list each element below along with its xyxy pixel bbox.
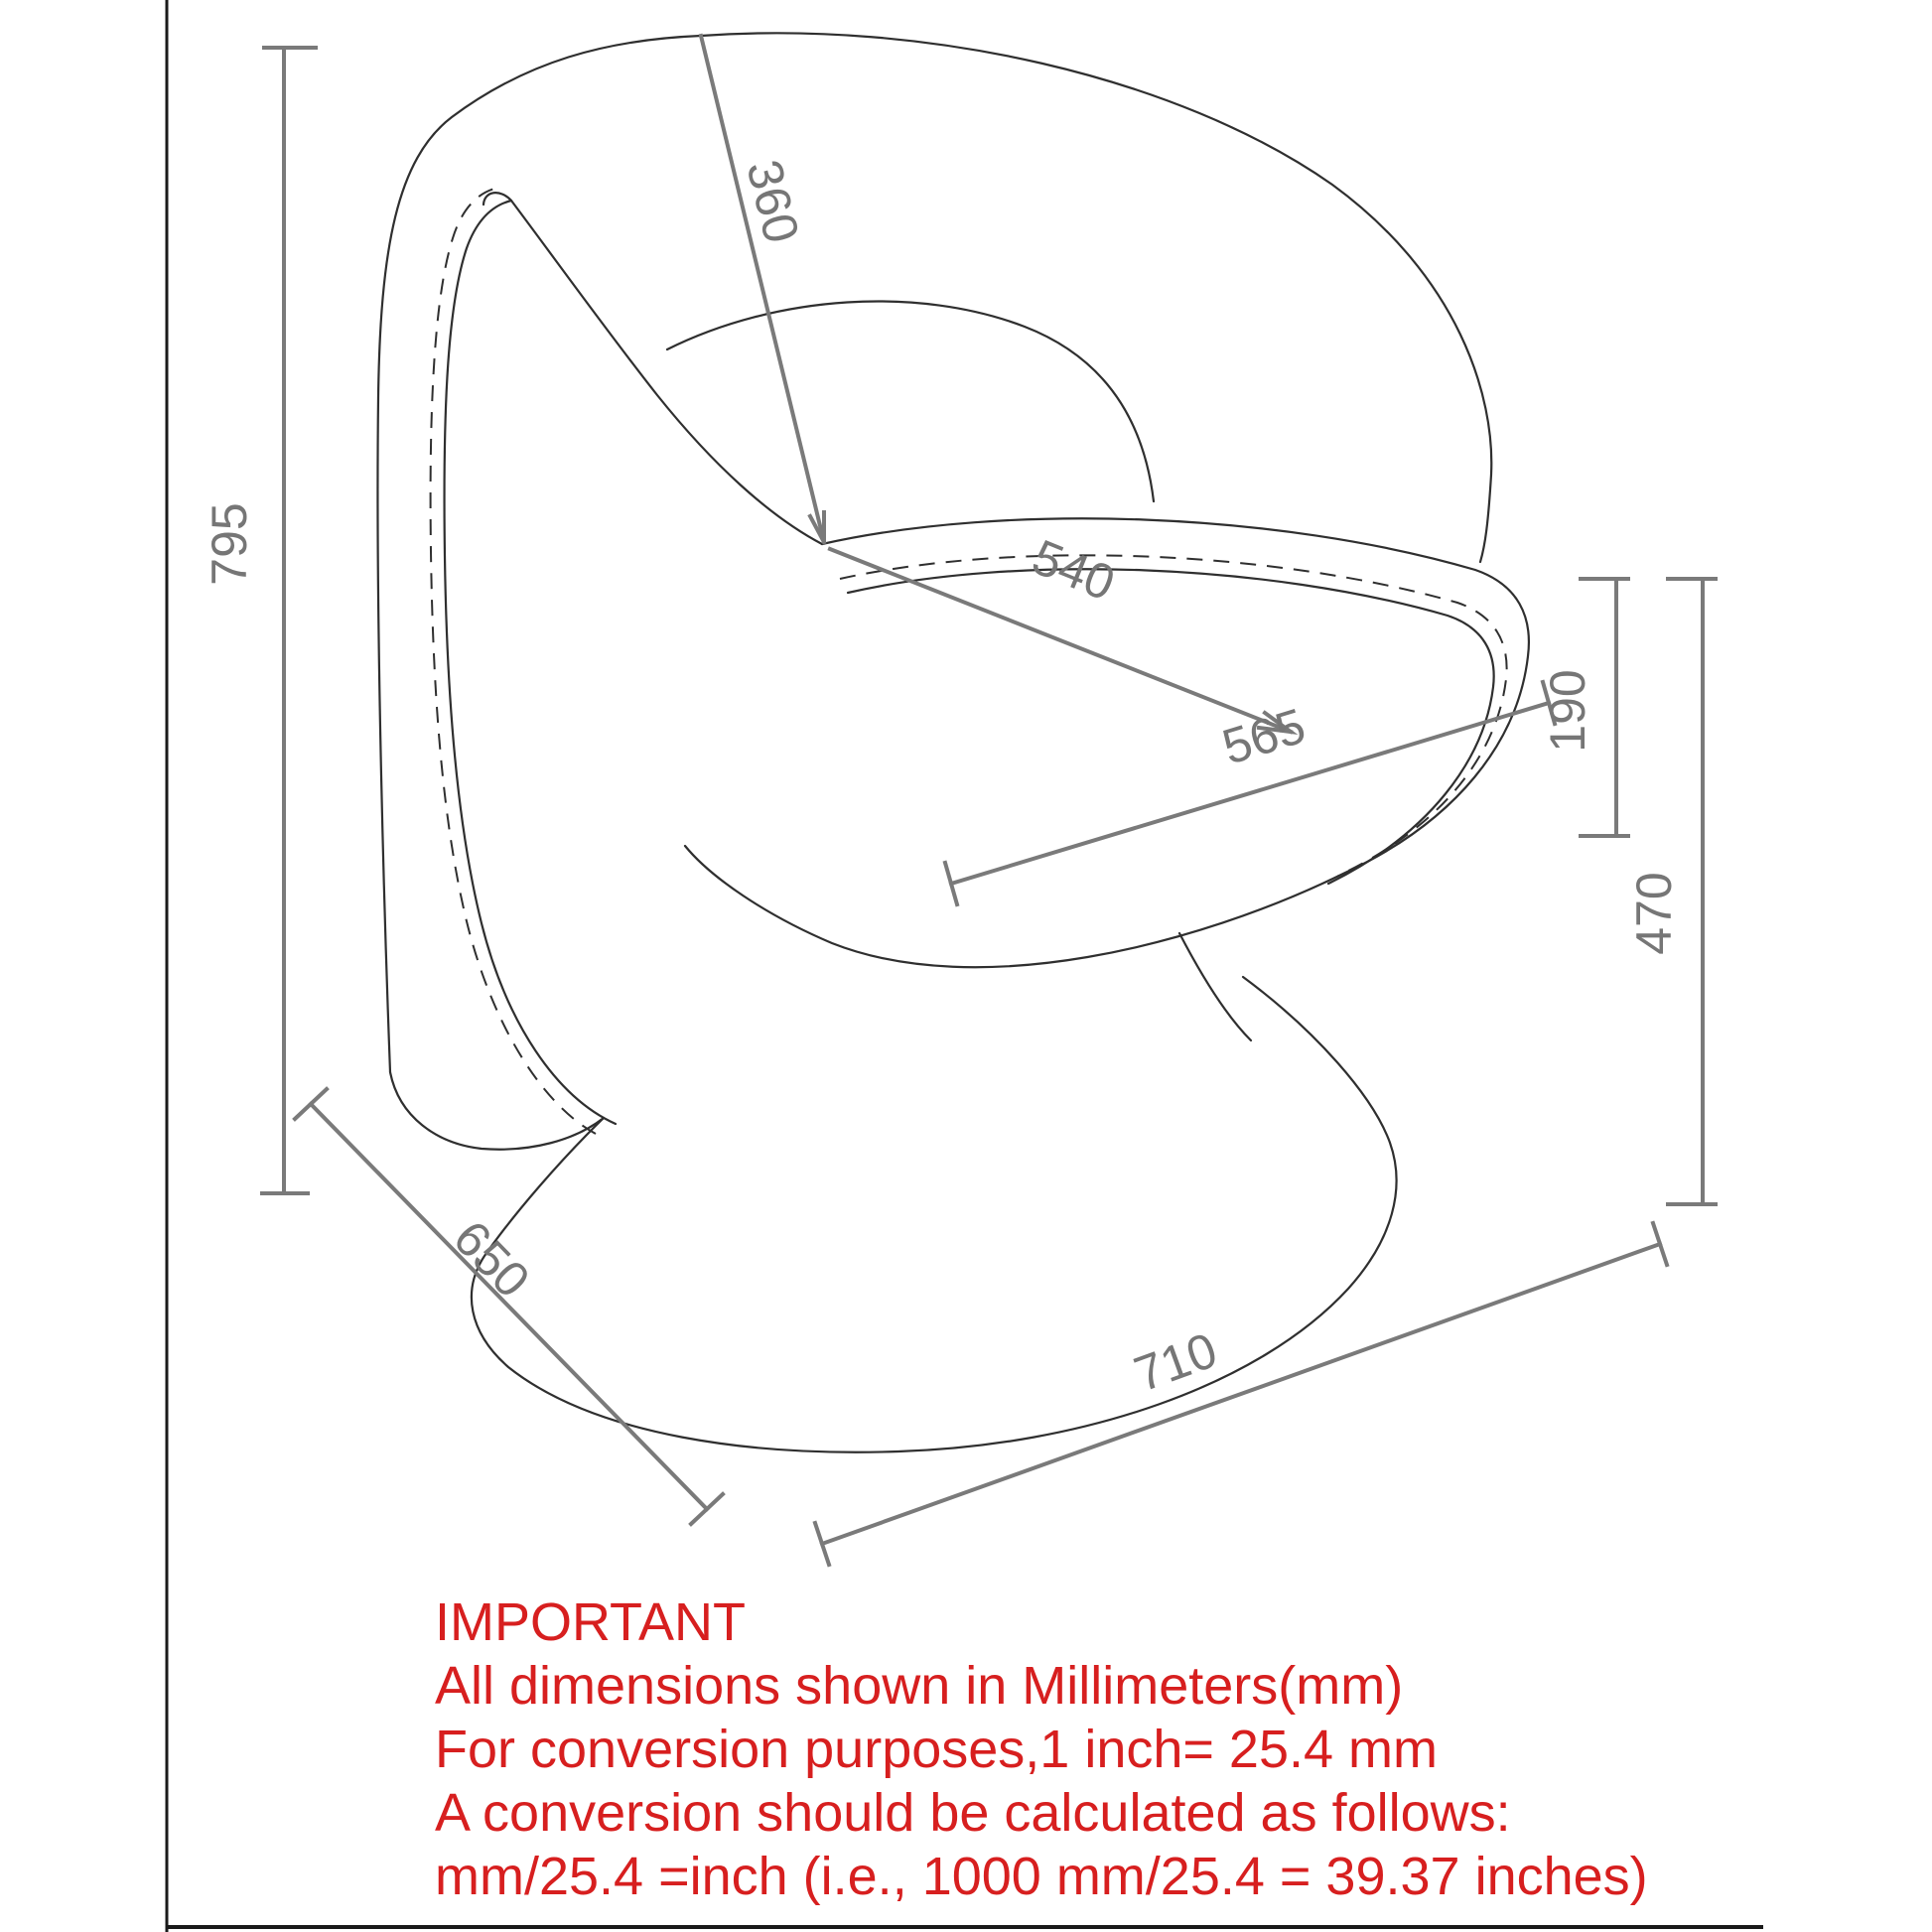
chair-pedestal-base bbox=[472, 977, 1397, 1452]
dimension-seat-height bbox=[1626, 579, 1716, 1204]
note-line-conversion-intro: A conversion should be calculated as follows: bbox=[435, 1783, 1511, 1843]
dim-360-label: 360 bbox=[736, 154, 810, 249]
important-note bbox=[435, 1590, 1648, 1908]
dim-565-label: 565 bbox=[1215, 697, 1312, 775]
dimension-base-width bbox=[815, 1223, 1667, 1565]
dimension-seat-thickness bbox=[1540, 579, 1628, 836]
chair-line-art bbox=[377, 33, 1528, 1451]
dim-190-label: 190 bbox=[1540, 669, 1595, 753]
dim-650-line bbox=[311, 1104, 707, 1509]
chair-armrest-piping bbox=[445, 201, 616, 1124]
dim-650-label: 650 bbox=[443, 1209, 541, 1309]
dim-710-label: 710 bbox=[1127, 1321, 1224, 1403]
dimension-seat-front-width bbox=[945, 682, 1555, 904]
dimension-seat-depth bbox=[830, 529, 1291, 732]
note-line-units: All dimensions shown in Millimeters(mm) bbox=[435, 1656, 1404, 1716]
dim-795-label: 795 bbox=[202, 502, 257, 586]
dimension-base-depth bbox=[295, 1089, 723, 1524]
note-line-conversion-example: mm/25.4 =inch (i.e., 1000 mm/25.4 = 39.37 inches) bbox=[435, 1847, 1648, 1906]
dim-710-line bbox=[822, 1244, 1660, 1544]
note-line-conversion-factor: For conversion purposes,1 inch= 25.4 mm bbox=[435, 1720, 1438, 1779]
chair-armrest-bottom bbox=[390, 1072, 604, 1150]
chair-backrest-inner-edge bbox=[483, 193, 822, 544]
chair-seat-piping bbox=[848, 569, 1494, 884]
dim-540-label: 540 bbox=[1025, 528, 1123, 612]
chair-backrest-outer-outline bbox=[377, 33, 1491, 1072]
chair-seat-stitch-dashed bbox=[840, 555, 1507, 876]
chair-backrest-inner-rim bbox=[667, 302, 1154, 501]
dimension-annotations bbox=[202, 36, 1716, 1565]
dim-470-label: 470 bbox=[1626, 872, 1682, 955]
chair-pedestal-neck bbox=[1179, 933, 1251, 1040]
note-title: IMPORTANT bbox=[435, 1592, 747, 1652]
chair-armrest-seam-dashed bbox=[431, 189, 596, 1134]
dimension-overall-height bbox=[202, 48, 316, 1193]
